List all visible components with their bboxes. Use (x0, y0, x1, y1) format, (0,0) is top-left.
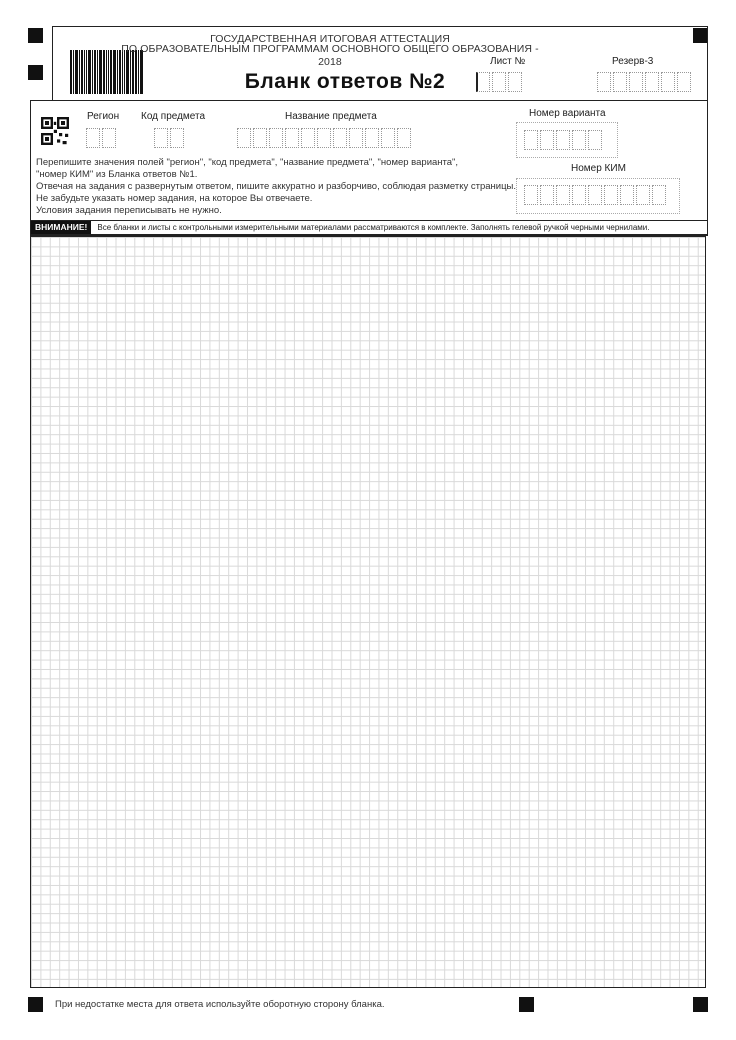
footer-note: При недостатке места для ответа используйте оборотную сторону бланка. (55, 999, 385, 1010)
reserve-label: Резерв-3 (612, 56, 654, 67)
instruction-line: Перепишите значения полей "регион", "код предмета", "название предмета", "номер варианта", (36, 157, 459, 168)
alignment-marker-left-mid (28, 65, 43, 80)
reserve-cells[interactable] (597, 72, 693, 92)
instructions (36, 157, 516, 217)
sheet-number-cells[interactable] (476, 72, 524, 92)
instruction-line: Условия задания переписывать не нужно. (36, 205, 222, 216)
sheet-number-label: Лист № (490, 56, 526, 67)
variant-number-label: Номер варианта (529, 108, 606, 119)
alignment-marker-bottom-left (28, 997, 43, 1012)
alignment-marker-bottom-right (693, 997, 708, 1012)
attention-label: ВНИМАНИЕ! (31, 221, 91, 234)
instruction-line: Отвечая на задания с развернутым ответом, пишите аккуратно и разборчиво, соблюдая разметку страницы. (36, 181, 517, 192)
instruction-line: Не забудьте указать номер задания, на которое Вы отвечаете. (36, 193, 313, 204)
subject-name-cells[interactable] (237, 128, 413, 148)
qr-code (41, 117, 69, 145)
attention-text: Все бланки и листы с контрольными измерительными материалами рассматриваются в комплекте. Заполнять гелевой ручкой черными чернилами. (97, 223, 650, 232)
region-label: Регион (87, 111, 120, 122)
instruction-line: "номер КИМ" из Бланка ответов №1. (36, 169, 198, 180)
region-cells[interactable] (86, 128, 118, 148)
variant-number-cells[interactable] (524, 130, 604, 150)
subject-code-label: Код предмета (141, 111, 206, 122)
subject-name-label: Название предмета (285, 111, 377, 122)
kim-number-label: Номер КИМ (571, 163, 626, 174)
header-line-2: ПО ОБРАЗОВАТЕЛЬНЫМ ПРОГРАММАМ ОСНОВНОГО ОБЩЕГО ОБРАЗОВАНИЯ - 2018 (121, 43, 539, 68)
page-title: Бланк ответов №2 (244, 70, 446, 93)
kim-number-cells[interactable] (524, 185, 668, 205)
subject-code-cells[interactable] (154, 128, 186, 148)
attention-bar (30, 220, 708, 235)
answer-grid[interactable] (30, 236, 706, 988)
alignment-marker-top-left (28, 28, 43, 43)
alignment-marker-bottom-mid (519, 997, 534, 1012)
header-line-1: ГОСУДАРСТВЕННАЯ ИТОГОВАЯ АТТЕСТАЦИЯ (210, 33, 450, 45)
